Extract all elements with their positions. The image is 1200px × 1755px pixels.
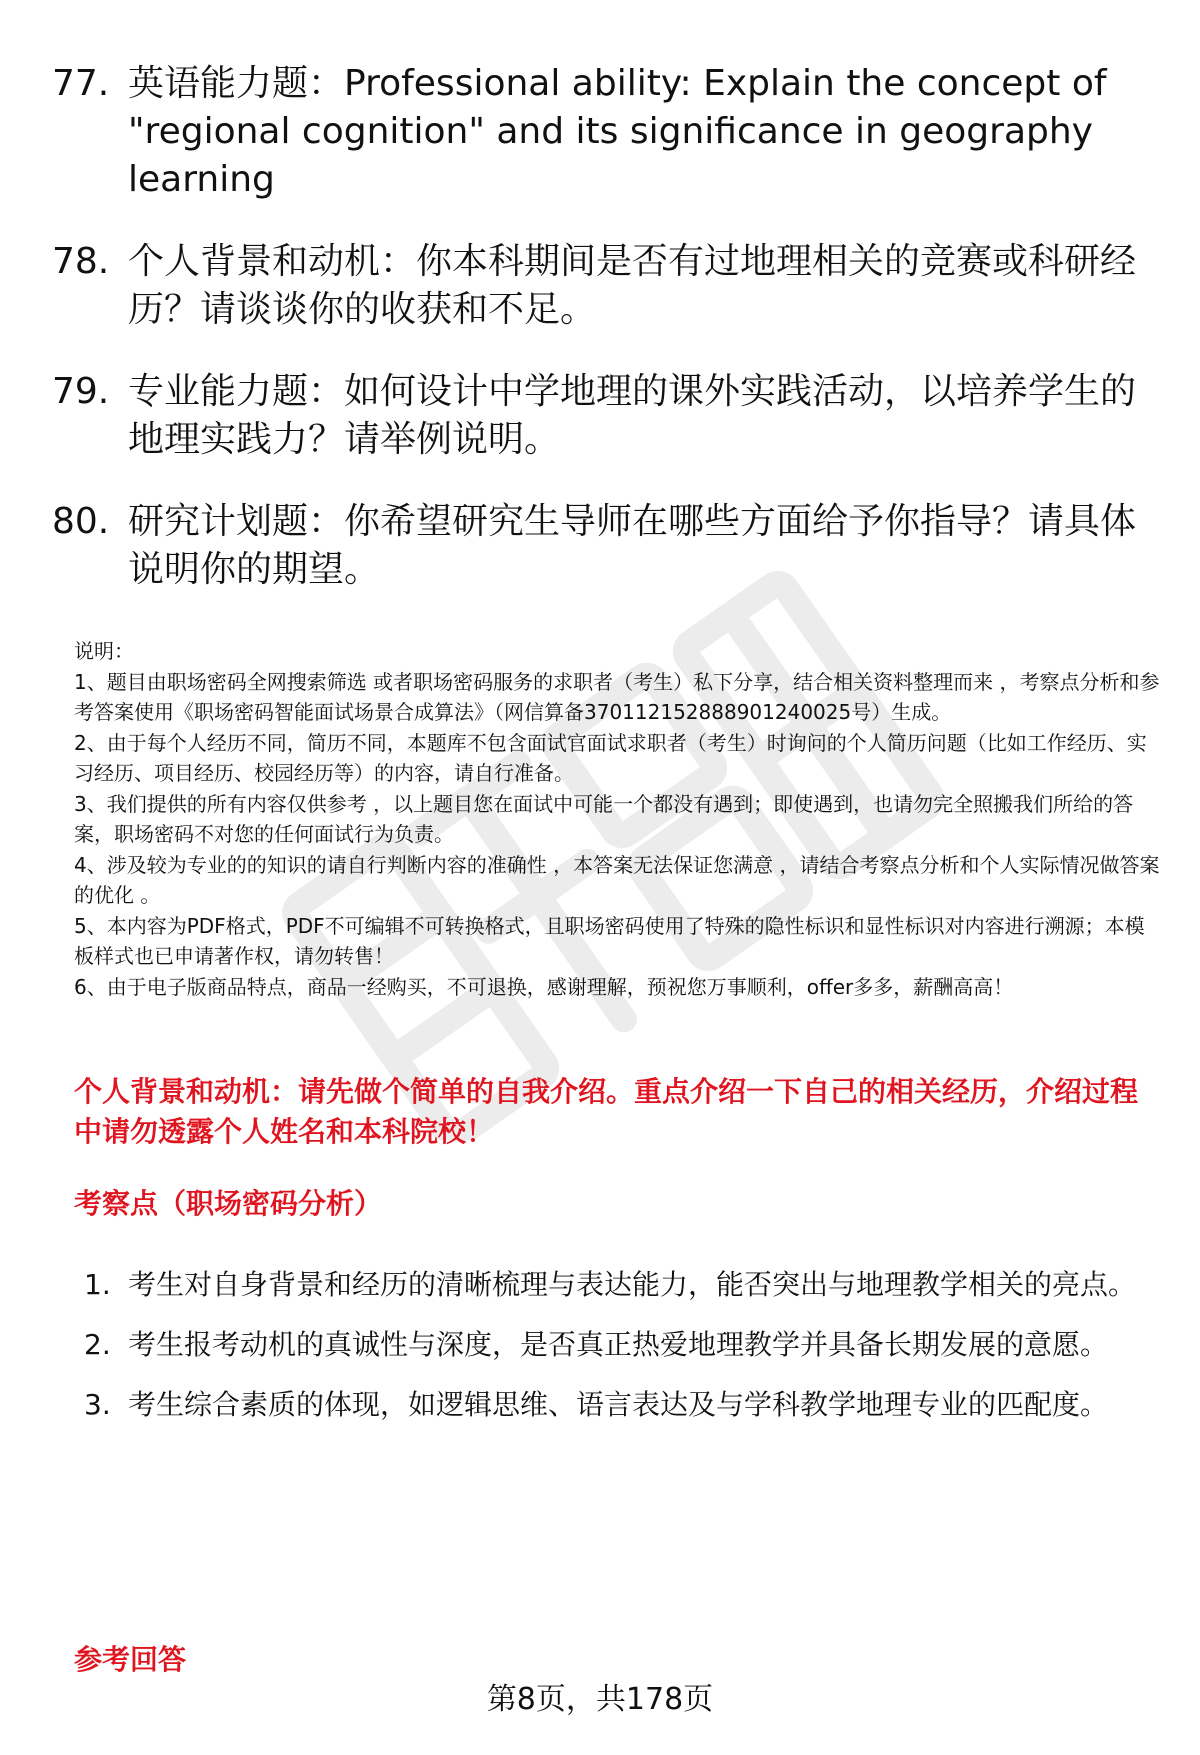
question-text: 个人背景和动机：你本科期间是否有过地理相关的竞赛或科研经历？请谈谈你的收获和不足。 (128, 241, 1137, 330)
notes-section (74, 636, 1164, 1002)
notes-title: 说明： (74, 639, 134, 663)
question-number: 77. (52, 63, 110, 104)
analysis-point-number: 2. (84, 1328, 111, 1361)
question-item (52, 498, 1162, 594)
question-number: 78. (52, 241, 110, 282)
question-number: 80. (52, 501, 110, 542)
note-item: 2、由于每个人经历不同，简历不同，本题库不包含面试官面试求职者（考生）时询问的个人简历问题（比如工作经历、实习经历、项目经历、校园经历等）的内容，请自行准备。 (74, 730, 1147, 785)
question-item (52, 368, 1162, 464)
question-text: 专业能力题：如何设计中学地理的课外实践活动，以培养学生的地理实践力？请举例说明。 (128, 371, 1137, 460)
question-text: 研究计划题：你希望研究生导师在哪些方面给予你指导？请具体说明你的期望。 (128, 501, 1137, 590)
analysis-point-text: 考生综合素质的体现，如逻辑思维、语言表达及与学科教学地理专业的匹配度。 (128, 1388, 1109, 1421)
analysis-point-text: 考生报考动机的真诚性与深度，是否真正热爱地理教学并具备长期发展的意愿。 (128, 1328, 1109, 1361)
page-indicator: 第8页，共178页 (486, 1682, 714, 1717)
question-item (52, 238, 1162, 334)
note-item: 4、涉及较为专业的的知识的请自行判断内容的准确性 ，本答案无法保证您满意 ，请结合考察点分析和个人实际情况做答案的优化 。 (74, 852, 1160, 907)
analysis-point (84, 1255, 1164, 1315)
current-question-heading: 个人背景和动机：请先做个简单的自我介绍。重点介绍一下自己的相关经历，介绍过程中请勿透露个人姓名和本科院校！ (74, 1075, 1139, 1148)
question-number: 79. (52, 371, 110, 412)
answer-heading: 参考回答 (74, 1643, 187, 1676)
note-item: 5、本内容为PDF格式，PDF不可编辑不可转换格式，且职场密码使用了特殊的隐性标识和显性标识对内容进行溯源；本模板样式也已申请著作权，请勿转售！ (74, 913, 1145, 968)
note-item: 1、题目由职场密码全网搜索筛选 或者职场密码服务的求职者（考生）私下分享，结合相关资料整理而来 ，考察点分析和参考答案使用《职场密码智能面试场景合成算法》（网信算备370112152888901240025号）生成。 (74, 669, 1160, 724)
question-list (52, 60, 1162, 628)
analysis-point (84, 1315, 1164, 1375)
analysis-point-number: 3. (84, 1388, 111, 1421)
analysis-point-text: 考生对自身背景和经历的清晰梳理与表达能力，能否突出与地理教学相关的亮点。 (128, 1268, 1137, 1301)
analysis-heading: 考察点（职场密码分析） (74, 1187, 383, 1220)
analysis-point (84, 1375, 1164, 1435)
note-item: 3、我们提供的所有内容仅供参考 ，以上题目您在面试中可能一个都没有遇到；即使遇到，也请勿完全照搬我们所给的答案，职场密码不对您的任何面试行为负责。 (74, 791, 1134, 846)
analysis-points-list (84, 1255, 1164, 1435)
note-item: 6、由于电子版商品特点，商品一经购买，不可退换，感谢理解，预祝您万事顺利，offer多多，薪酬高高！ (74, 974, 1014, 999)
question-item (52, 60, 1162, 204)
analysis-point-number: 1. (84, 1268, 111, 1301)
question-text: 英语能力题：Professional ability: Explain the concept of "regional cognition" and its significance in geography learning (128, 63, 1107, 200)
